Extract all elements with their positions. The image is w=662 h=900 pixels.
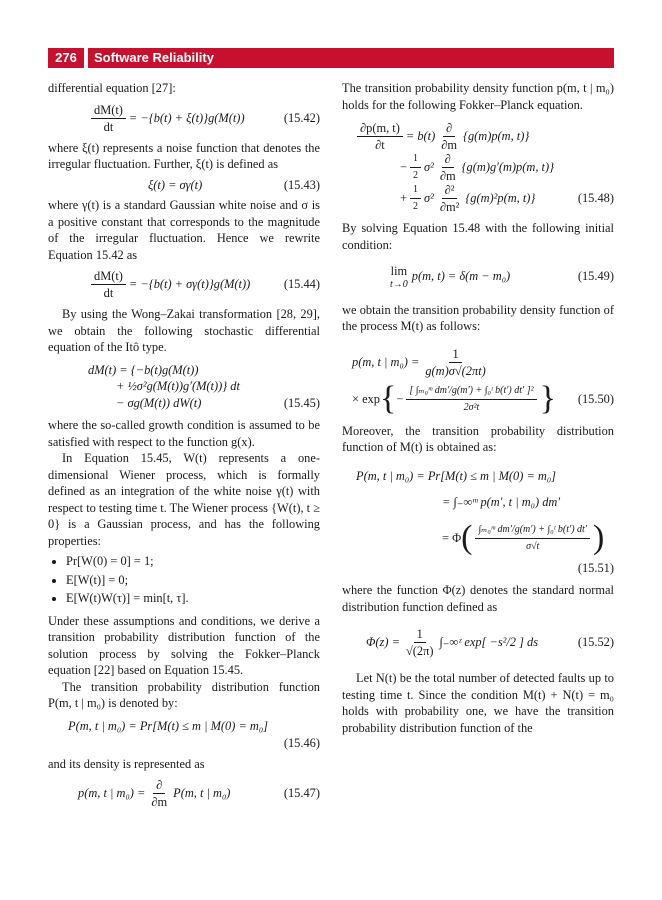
equation-number: (15.47) (283, 786, 320, 801)
equation-15-52: Φ(z) = $\frac{1}{√(2\pi)}$ ∫₋∞ᶻ exp[ −s²/2 ] ds (15.52) (366, 627, 614, 658)
equation-15-44: $\frac{dM(t)}{dt}$ = −{b(t) + σγ(t)}g(M(t)) (15.44) (88, 269, 320, 300)
paragraph: Moreover, the transition probability distribution function of M(t) is obtained as: (342, 423, 614, 454)
equation-15-48: $\frac{\partial p(m, t)}{\partial t}$ = b(t) $\frac{\partial}{\partial m}$ {g(m)p(m, t)} − $\frac{1}{2}$ σ² $\frac{\partial}{\partial m}$ {g(m)g′(m)p(m, t)} + $\frac{1}{2}$ σ² $\frac{\text{∂²}}{\text{∂m²}}$ {g(m)²p(m, t)} (15.48) (354, 121, 614, 214)
list-item: • E[W(t)] = 0; (66, 572, 320, 589)
equation-number: (15.42) (283, 110, 320, 125)
list-item: • Pr[W(0) = 0] = 1; (66, 553, 320, 570)
paragraph: Under these assumptions and conditions, we derive a transition probability distribution function of the solution process by solving the Fokker–Planck equation [22] based on Equation 15.45. (48, 613, 320, 677)
paragraph: By using the Wong–Zakai transformation [28, 29], we obtain the following stochastic differential equation of the Itô type. (48, 307, 320, 354)
equation-number: (15.50) (577, 391, 614, 406)
equation-number: (15.51) (577, 560, 614, 575)
paragraph: differential equation [27]: (48, 81, 176, 95)
page-number: 276 (48, 48, 84, 68)
running-title: Software Reliability (88, 48, 614, 68)
paragraph: where γ(t) is a standard Gaussian white noise and σ is a positive constant that corresponds to the magnitude of the irregular fluctuation. Hence we rewrite Equation 15.42 as (48, 198, 320, 262)
equation-15-45: dM(t) = {−b(t)g(M(t)) + ½σ²g(M(t))g′(M(t))} dt − σg(M(t)) dW(t) (15.45) (88, 362, 320, 410)
equation-number: (15.45) (283, 395, 320, 410)
equation-15-43: ξ(t) = σγ(t) (15.43) (148, 177, 320, 192)
list-item: • E[W(t)W(τ)] = min[t, τ]. (66, 590, 320, 607)
page-header (48, 48, 614, 68)
equation-number: (15.48) (577, 191, 614, 206)
paragraph: In Equation 15.45, W(t) represents a one-dimensional Wiener process, which is formally defined as an integration of the white noise γ(t) with respect to testing time t. The Wiener process {W(t), t ≥ 0} is a Gaussian process, and has the following properties: (48, 451, 320, 548)
equation-number: (15.44) (283, 277, 320, 292)
equation-15-49: lim t→0 p(m, t) = δ(m − m₀) (15.49) (390, 264, 614, 290)
equation-15-46: P(m, t | m₀) = Pr[M(t) ≤ m | M(0) = m₀] (15.46) (68, 718, 320, 750)
right-column (342, 80, 614, 736)
equation-15-42: $\frac{dM(t)}{dt}$ = −{b(t) + ξ(t)}g(M(t)) (15.42) (88, 103, 320, 134)
equation-number: (15.43) (283, 177, 320, 192)
paragraph: The transition probability distribution function P(m, t | m₀) is denoted by: (48, 679, 320, 710)
property-list (48, 553, 320, 607)
equation-15-51: P(m, t | m₀) = Pr[M(t) ≤ m | M(0) = m₀] = ∫₋∞ᵐ p(m′, t | m₀) dm′ = Φ ( $\frac{\text{∫ₘ₀ᵐ dm′/g(m′) + ∫₀ᵗ b(t′) dt′}}{\sigma√t}$ ) (15.51) (356, 468, 614, 575)
equation-number: (15.52) (577, 635, 614, 650)
paragraph: where the function Φ(z) denotes the standard normal distribution function defined as (342, 583, 614, 614)
equation-15-50: p(m, t | m₀) = $\frac{1}{g(m)\sigma√(2\pi t)}$ × exp { − $\frac{\text{[ ∫ₘ₀ᵐ dm′/g(m′) + ∫₀ᵗ b(t′) dt′ ]²}}{\text{2σ²t}}$ } (15.50) (352, 346, 614, 417)
paragraph: By solving Equation 15.48 with the following initial condition: (342, 221, 614, 252)
paragraph: where ξ(t) represents a noise function that denotes the irregular fluctuation. Further, ξ(t) is defined as (48, 140, 320, 171)
equation-number: (15.49) (577, 269, 614, 283)
equation-number: (15.46) (283, 735, 320, 750)
paragraph: Let N(t) be the total number of detected faults up to testing time t. Since the condition M(t) + N(t) = m₀ holds with probability one, we have the transition probability distribution function of the (342, 671, 614, 735)
paragraph: where the so-called growth condition is assumed to be satisfied with respect to the function g(x). (48, 418, 320, 449)
equation-15-47: p(m, t | m₀) = $\frac{\partial}{\partial m}$ P(m, t | m₀) (15.47) (78, 778, 320, 809)
paragraph: we obtain the transition probability density function of the process M(t) as follows: (342, 302, 614, 333)
paragraph: and its density is represented as (48, 756, 205, 771)
left-column (48, 80, 320, 809)
paragraph: The transition probability density function p(m, t | m₀) holds for the following Fokker–Planck equation. (342, 81, 614, 112)
